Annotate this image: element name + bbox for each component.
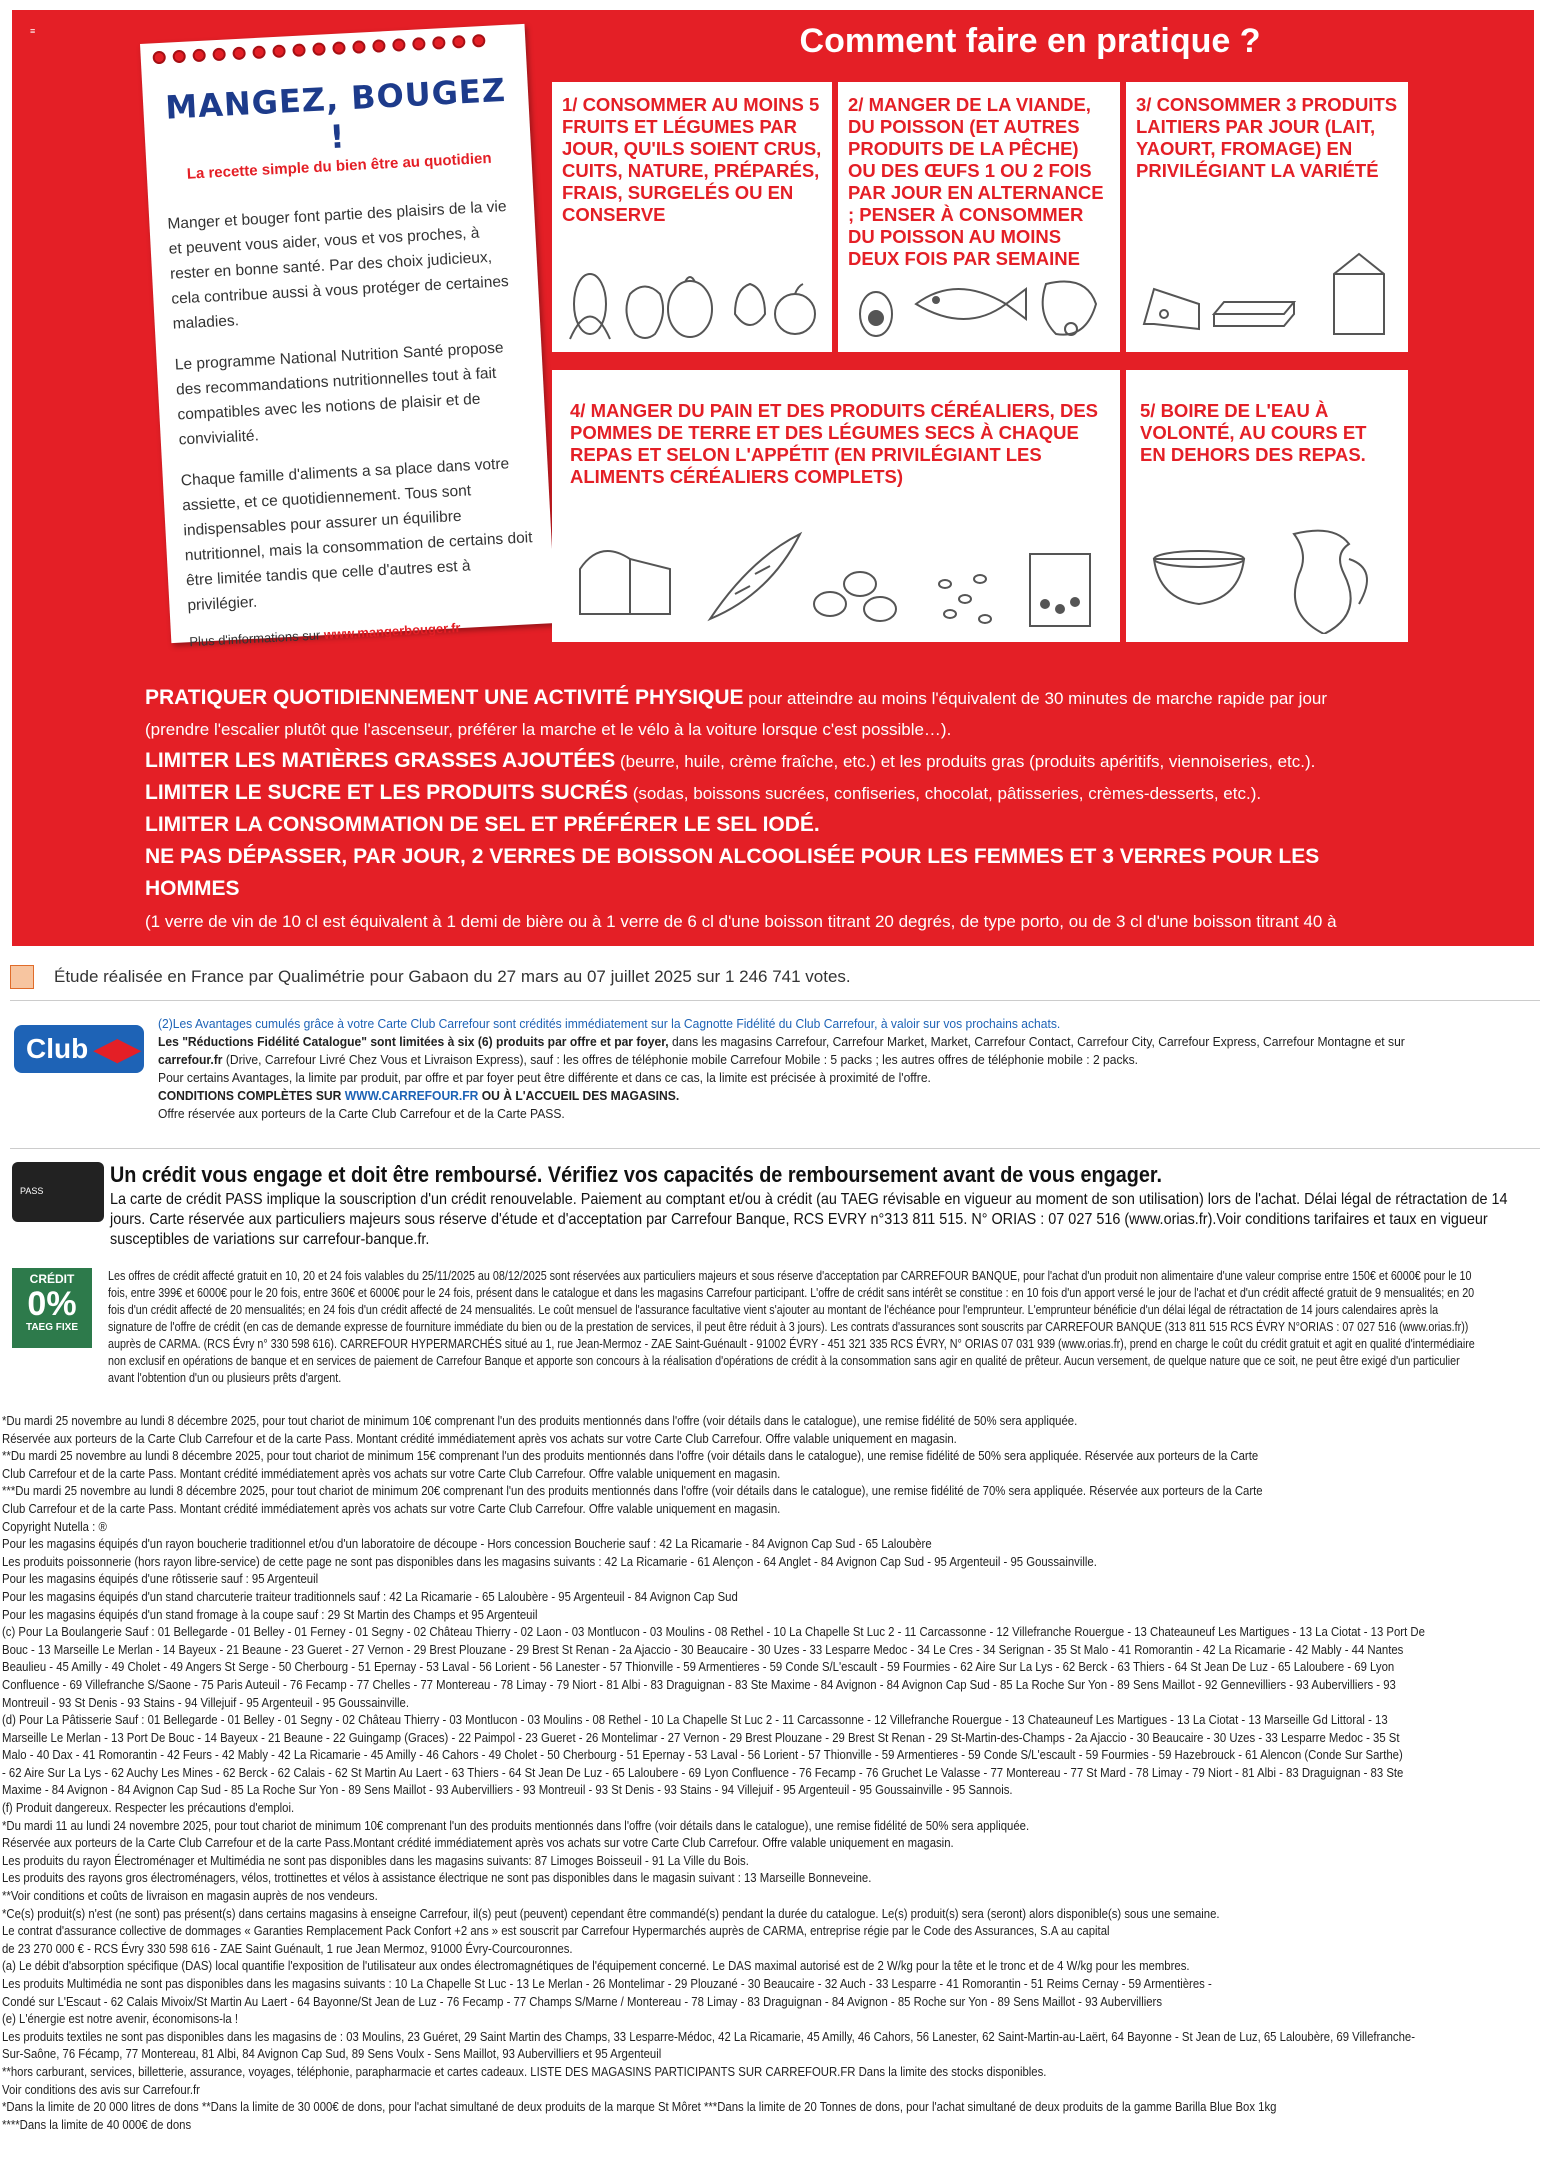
advice-card-text: 4/ MANGER DU PAIN ET DES PRODUITS CÉRÉALIERS, DES POMMES DE TERRE ET DES LÉGUMES SECS À CHAQUE REPAS ET SELON L'APPÉTIT (EN PRIVILÉGIANT LES ALIMENTS CÉRÉALIERS COMPLETS) [570,400,1098,487]
ring-icon [312,42,326,56]
legal-line: Les produits du rayon Électroménager et Multimédia ne sont pas disponibles dans les magasins suivants: 87 Limoges Boisseuil - 91 La Ville du Bois. [2,1852,749,1868]
mangerbouger-link[interactable]: www.mangerbouger.fr [323,620,461,643]
club-line-2 [158,1033,1432,1051]
legal-notes [2,1412,1533,2133]
legal-line: Maxime - 84 Avignon - 84 Avignon Cap Sud - 85 La Roche Sur Yon - 89 Sens Maillot - 93 Aubervilliers - 93 Montreuil - 93 St Denis - 93 Stains - 94 Villejuif - 95 Argenteuil - 95 Goussainville - 95 Sannois. [2,1782,1013,1798]
rule-line [145,682,1355,745]
club-line-3 [158,1051,1432,1069]
ring-icon [372,39,386,53]
pass-card-image [12,1162,104,1222]
rule-bold: LIMITER LE SUCRE ET LES PRODUITS SUCRÉS [145,781,629,804]
legal-line: Marseille Le Merlan - 13 Port De Bouc - 14 Bayeux - 21 Beaune - 22 Guingamp (Graces) - 22 Paimpol - 23 Gueret - 26 Montelimar - 27 Vernon - 29 Brest Plouzane - 29 Brest St Renan - 29 St-Martin-des-Champs - 2a Ajaccio - 30 Beaucaire - 30 Uzes - 33 Lesparre Medoc - 35 St [2,1729,1400,1745]
ring-icon [272,44,286,58]
rule-text: (1 verre de vin de 10 cl est équivalent à 1 demi de bière ou à 1 verre de 6 cl d'une boisson titrant 20 degrés, de type porto, ou de 3 cl d'une boisson titrant 40 à 45 degrés d'alcool, de type whisky ou pastis). [145,912,1337,962]
pass-warning-title: Un crédit vous engage et doit être remboursé. Vérifiez vos capacités de remboursement avant de vous engager. [110,1162,1162,1187]
notepad-subtitle: La recette simple du bien être au quotidien [186,149,492,183]
ring-icon [152,51,166,65]
advice-card-text: 2/ MANGER DE LA VIANDE, DU POISSON (ET AUTRES PRODUITS DE LA PÊCHE) OU DES ŒUFS 1 OU 2 FOIS PAR JOUR EN ALTERNANCE ; PENSER À CONSOMMER DU POISSON AU MOINS DEUX FOIS PAR SEMAINE [848,94,1104,269]
club-line-2-bold: Les "Réductions Fidélité Catalogue" sont limitées à six (6) produits par offre et par foyer, [158,1034,669,1049]
rule-line [145,841,1355,905]
notepad-paragraph-3: Chaque famille d'aliments a sa place dans votre assiette, et ce quotidiennement. Tous sont indispensables pour assurer un équilibre nutritionnel, mais la consommation de certains doit être limitée tandis que celle d'autres est à privilégier. [180,455,533,615]
dairy-products-icon [1134,234,1400,344]
legal-line: Sur-Saône, 76 Fécamp, 77 Montereau, 81 Albi, 84 Avignon Cap Sud, 89 Sens Voulx - Sens Maillot, 93 Aubervilliers et 95 Argenteuil [2,2046,662,2062]
legal-line: Réservée aux porteurs de la Carte Club Carrefour et de la carte Pass.Montant crédité immédiatement après vos achats sur votre Carte Club Carrefour. Offre valable uniquement en magasin. [2,1835,954,1851]
legal-line: Pour les magasins équipés d'un stand charcuterie traiteur traditionnels sauf : 42 La Ricamarie - 65 Laloubère - 95 Argenteuil - 84 Avignon Cap Sud [2,1588,738,1604]
rule-text: (sodas, boissons sucrées, confiseries, chocolat, pâtisseries, crèmes-desserts, etc.). [628,784,1262,803]
rule-text: (beurre, huile, crème fraîche, etc.) et les produits gras (produits apéritifs, viennoiseries, etc.). [615,752,1316,771]
notepad-title: MANGEZ, BOUGEZ ! [164,70,507,157]
credit-zero-logo [12,1268,92,1348]
advice-card-cereals [552,370,1120,642]
club-conditions [158,1015,1432,1123]
advice-card-dairy [1126,82,1408,352]
club-logo-text: Club [26,1033,89,1064]
legal-line: *Ce(s) produit(s) n'est (ne sont) pas présent(s) dans certains magasins à enseigne Carrefour, il(s) peut (peuvent) cependant être commandé(s) pendant la durée du catalogue. Le(s) produit(s) sera (seront) alors disponible(s) sous une semaine. [2,1905,1220,1921]
credit-conditions: Les offres de crédit affecté gratuit en 10, 20 et 24 fois valables du 25/11/2025 au 08/12/2025 sont réservées aux particuliers majeurs et sous réserve d'acceptation par CARREFOUR BANQUE, pour l'achat d'un produit non alimentaire d'une valeur comprise entre 150€ et 6000€ pour le 10 fois, entre 399€ et 6000€ pour le 20 fois, entre 360€ et 6000€ pour le 24 fois, présent dans le catalogue et dans les magasins Carrefour participant. L'offre de crédit sans intérêt se constitue : en 10 fois d'un apport versé le jour de l'achat et d'un crédit affecté gratuit de 9 mensualités; en 20 fois d'un crédit affecté de 20 mensualités; en 24 fois d'un crédit affecté de 24 mensualités. Le coût mensuel de l'assurance facultative vient s'ajouter au montant de l'échéance pour l'emprunteur. L'emprunteur bénéficie d'un délai légal de rétractation de 14 jours calendaires après la signature de l'offre de crédit (en cas de demande expresse de fourniture immédiate du bien ou de la prestation de services, il peut être réduit à 3 jours). Les contrats d'assurances sont souscrits par CARREFOUR BANQUE (313 811 515 RCS ÉVRY N°ORIAS : 07 027 516 (www.orias.fr)) auprès de CARMA. (RCS Évry n° 330 598 616). CARREFOUR HYPERMARCHÉS situé au 1, rue Jean-Mermoz - ZAE Saint-Guénault - 91002 ÉVRY - 451 321 335 RCS ÉVRY, N° ORIAS 07 031 939 (www.orias.fr), prend en charge le coût du crédit gratuit et agit en qualité d'intermédiaire non exclusif en opérations de banque et en services de paiement de Carrefour Banque et apporte son concours à la réalisation d'opérations de crédit à la consommation sans agir en qualité de prêteur. Aucun versement, de quelque nature que ce soit, ne peut être exigé d'un particulier avant l'obtention d'un ou plusieurs prêts d'argent. [108,1269,1475,1385]
club-line-1: (2)Les Avantages cumulés grâce à votre Carte Club Carrefour sont crédités immédiatement sur la Cagnotte Fidélité du Club Carrefour, à valoir sur vos prochains achats. [158,1016,1061,1031]
legal-line: Le contrat d'assurance collective de dommages « Garanties Remplacement Pack Confort +2 ans » est souscrit par Carrefour Hypermarchés auprès de CARMA, entreprise régie par le Code des Assurances, S.A au capital [2,1923,1110,1939]
notepad-card [140,24,556,650]
ring-icon [172,50,186,64]
ring-icon [352,40,366,54]
club-carrefour-section [10,1005,1540,1125]
ring-icon [212,48,226,62]
legal-line: (c) Pour La Boulangerie Sauf : 01 Bellegarde - 01 Belley - 01 Ferney - 01 Segny - 02 Château Thierry - 02 Laon - 03 Montlucon - 03 Moulins - 08 Rethel - 10 La Chapelle St Luc 2 - 11 Carcassonne - 12 Villefranche Rouergue - 13 Chateauneuf Les Martigues - 13 La Ciotat - 13 Port De [2,1624,1425,1640]
rule-text: pour atteindre au moins l'équivalent de 30 minutes de marche rapide par jour (prendre l'escalier plutôt que l'ascenseur, préférer la marche et le vélo à la voiture lorsque c'est possible…). [145,689,1328,739]
rule-bold: NE PAS DÉPASSER, PAR JOUR, 2 VERRES DE BOISSON ALCOOLISÉE POUR LES FEMMES ET 3 VERRES POUR LES HOMMES [145,845,1320,900]
credit-logo-big: 0% [27,1285,77,1323]
pass-conditions: La carte de crédit PASS implique la souscription d'un crédit renouvelable. Paiement au comptant et/ou à crédit (au TAEG révisable en vigueur au moment de son utilisation) lors de l'achat. Délai légal de rétractation de 14 jours. Carte réservée aux particuliers majeurs sous réserve d'étude et d'acceptation par Carrefour Banque, RCS EVRY n°313 811 515. N° ORIAS : 07 027 516 (www.orias.fr).Voir conditions tarifaires et taux en vigueur susceptibles de variations sur carrefour-banque.fr. [110,1191,1508,1248]
club-line-6: Offre réservée aux porteurs de la Carte Club Carrefour et de la Carte PASS. [158,1106,565,1121]
notepad-paragraph-1: Manger et bouger font partie des plaisirs de la vie et peuvent vous aider, vous et vos proches, à rester en bonne santé. Par des choix judicieux, cela contribue aussi à vous protéger de certaines maladies. [167,198,510,333]
legal-line: Confluence - 69 Villefranche S/Saone - 75 Paris Auteuil - 76 Fecamp - 77 Chelles - 77 Montereau - 78 Limay - 79 Niort - 81 Albi - 83 Draguignan - 83 Ste Maxime - 84 Avignon - 84 Avignon Cap Sud - 85 La Roche Sur Yon - 89 Sens Maillot - 92 Gennevilliers - 93 Aubervilliers - 93 [2,1676,1396,1692]
ring-icon [432,36,446,50]
ring-icon [472,34,486,48]
legal-line: (a) Le débit d'absorption spécifique (DAS) local quantifie l'exposition de l'utilisateur aux ondes électromagnétiques de l'équipement concerné. Le DAS maximal autorisé est de 2 W/kg pour la tête et le tronc et de 4 W/kg pour les membres. [2,1958,1190,1974]
ring-icon [412,37,426,51]
legal-line: Copyright Nutella : ® [2,1518,107,1534]
ring-icon [392,38,406,52]
more-info-prefix: Plus d'informations sur [188,627,321,650]
advice-card-water [1126,370,1408,642]
legal-line: Montreuil - 93 St Denis - 93 Stains - 94 Villejuif - 95 Argenteuil - 95 Goussainville. [2,1694,410,1710]
legal-line: Les produits des rayons gros électroménagers, vélos, trottinettes et vélos à assistance électrique ne sont pas disponibles dans le magasin suivant : 13 Marseille Bonneveine. [2,1870,872,1886]
legal-line: *Du mardi 25 novembre au lundi 8 décembre 2025, pour tout chariot de minimum 10€ comprenant l'un des produits mentionnés dans l'offre (voir détails dans le catalogue), une remise fidélité de 50% sera appliquée. [2,1413,1078,1428]
advice-card-text: 5/ BOIRE DE L'EAU À VOLONTÉ, AU COURS ET EN DEHORS DES REPAS. [1140,400,1367,465]
club-carrefour-logo [14,1025,144,1073]
advice-card-text: 3/ CONSOMMER 3 PRODUITS LAITIERS PAR JOUR (LAIT, YAOURT, FROMAGE) EN PRIVILÉGIANT LA VARIÉTÉ [1136,94,1398,181]
pass-credit-section [10,1162,1540,1257]
legal-line: Les produits Multimédia ne sont pas disponibles dans les magasins suivants : 10 La Chapelle St Luc - 13 Le Merlan - 26 Montelimar - 29 Plouzané - 30 Beaucaire - 32 Auch - 33 Lesparre - 41 Romorantin - 51 Reims Cernay - 59 Armentières - [2,1976,1212,1991]
legal-line: Club Carrefour et de la carte Pass. Montant crédité immédiatement après vos achats sur votre Carte Club Carrefour. Offre valable uniquement en magasin. [2,1500,781,1516]
legal-line: *Dans la limite de 20 000 litres de dons **Dans la limite de 30 000€ de dons, pour l'achat simultané de deux produits de la marque St Môret ***Dans la limite de 20 Tonnes de dons, pour l'achat simultané de deux produits de la gamme Barilla Blue Box 1kg [2,2099,1277,2115]
pass-card-label: PASS [20,1186,44,1196]
study-badge-icon [10,965,34,989]
legal-line: **Du mardi 25 novembre au lundi 8 décembre 2025, pour tout chariot de minimum 15€ comprenant l'un des produits mentionnés dans l'offre (voir détails dans le catalogue), une remise fidélité de 50% sera appliquée. Réservée aux porteurs de la Carte [2,1448,1259,1464]
legal-line: ***Du mardi 25 novembre au lundi 8 décembre 2025, pour tout chariot de minimum 20€ comprenant l'un des produits mentionnés dans l'offre (voir détails dans le catalogue), une remise fidélité de 70% sera appliquée. Réservée aux porteurs de la Carte [2,1483,1263,1499]
credit-zero-section [10,1268,1540,1393]
legal-line: Pour les magasins équipés d'un stand fromage à la coupe sauf : 29 St Martin des Champs et 95 Argenteuil [2,1606,538,1622]
water-pitcher-icon [1134,514,1400,634]
meat-fish-eggs-icon [846,254,1112,344]
legal-line: **hors carburant, services, billetterie, assurance, voyages, téléphonie, parapharmacie et cartes cadeaux. LISTE DES MAGASINS PARTICIPANTS SUR CARREFOUR.FR Dans la limite des stocks disponibles. [2,2063,1047,2079]
legal-line: Malo - 40 Dax - 41 Romorantin - 42 Feurs - 42 Mably - 42 La Ricamarie - 45 Amilly - 46 Cahors - 49 Cholet - 50 Cherbourg - 51 Epernay - 53 Laval - 56 Lorient - 57 Thionville - 59 Armentieres - 59 Conde S/L'escault - 59 Fourmies - 59 Hazebrouck - 61 Alencon (Conde Sur Sarthe) [2,1747,1403,1763]
carrefour-link[interactable]: WWW.CARREFOUR.FR [344,1088,479,1103]
legal-line: Club Carrefour et de la carte Pass. Montant crédité immédiatement après vos achats sur votre Carte Club Carrefour. Offre valable uniquement en magasin. [2,1465,781,1481]
rule-line [145,809,1355,841]
club-line-5c: OU À L'ACCUEIL DES MAGASINS. [478,1088,680,1103]
legal-line: ****Dans la limite de 40 000€ de dons [2,2116,192,2132]
rule-line [145,777,1355,809]
credit-logo-top: CRÉDIT [29,1272,75,1286]
advice-card-text: 1/ CONSOMMER AU MOINS 5 FRUITS ET LÉGUMES PAR JOUR, QU'ILS SOIENT CRUS, CUITS, NATURE, PRÉPARÉS, FRAIS, SURGELÉS OU EN CONSERVE [562,94,822,225]
study-text: Étude réalisée en France par Qualimétrie pour Gabaon du 27 mars au 07 juillet 2025 sur 1 246 741 votes. [54,967,851,986]
advice-card-meat-fish [838,82,1120,352]
ring-icon [252,45,266,59]
legal-line: Voir conditions des avis sur Carrefour.fr [2,2081,200,2097]
legal-line: Bouc - 13 Marseille Le Merlan - 14 Bayeux - 21 Beaune - 23 Gueret - 27 Vernon - 29 Brest Plouzane - 29 Brest St Renan - 2a Ajaccio - 30 Beaucaire - 30 Uzes - 33 Lesparre Medoc - 34 Le Cres - 34 Serignan - 35 St Malo - 41 Romorantin - 42 La Ricamarie - 42 Mably - 44 Nantes [2,1641,1404,1657]
legal-line: de 23 270 000 € - RCS Évry 330 598 616 - ZAE Saint Guénault, 1 rue Jean Mermoz, 91000 Évry-Courcouronnes. [2,1940,573,1956]
legal-line: Pour les magasins équipés d'un rayon boucherie traditionnel et/ou d'un laboratoire de découpe - Hors concession Boucherie sauf : 42 La Ricamarie - 84 Avignon Cap Sud - 65 Laloubère [2,1536,932,1552]
ring-icon [232,46,246,60]
legal-line: Beaulieu - 45 Amilly - 49 Cholet - 49 Angers St Serge - 50 Cherbourg - 51 Epernay - 53 Laval - 56 Lorient - 56 Lanester - 57 Thionville - 59 Armentieres - 59 Conde S/L'escault - 59 Fourmies - 62 Aire Sur La Lys - 62 Berck - 63 Thiers - 64 St Jean De Luz - 65 Laloubere - 69 Lyon [2,1659,1395,1675]
legal-line: Les produits poissonnerie (hors rayon libre-service) de cette page ne sont pas disponibles dans les magasins suivants : 42 La Ricamarie - 61 Alençon - 64 Anglet - 84 Avignon Cap Sud - 95 Argenteuil - 95 Goussainville. [2,1553,1097,1569]
legal-line: Pour les magasins équipés d'une rôtisserie sauf : 95 Argenteuil [2,1571,319,1587]
legal-line: - 62 Aire Sur La Lys - 62 Auchy Les Mines - 62 Berck - 62 Calais - 62 St Martin Au Laert - 63 Thiers - 64 St Jean De Luz - 65 Laloubere - 69 Lyon Confluence - 76 Fecamp - 76 Gruchet Le Valasse - 77 Montereau - 77 St Mard - 78 Limay - 79 Niort - 81 Albi - 83 Draguignan - 83 Ste [2,1764,1404,1780]
credit-logo-bottom: TAEG FIXE [25,1322,79,1333]
ring-icon [332,41,346,55]
club-line-5a: CONDITIONS COMPLÈTES SUR [158,1088,345,1103]
legal-line: (f) Produit dangereux. Respecter les précautions d'emploi. [2,1800,295,1816]
rule-bold: LIMITER LES MATIÈRES GRASSES AJOUTÉES [145,749,616,772]
club-line-5 [158,1087,1432,1105]
ring-icon [192,49,206,63]
legal-line: *Du mardi 11 au lundi 24 novembre 2025, pour tout chariot de minimum 10€ comprenant l'un des produits mentionnés dans l'offre (voir détails dans le catalogue), une remise fidélité de 50% sera appliquée. [2,1817,1030,1833]
ring-icon [452,35,466,49]
club-line-3-bold: carrefour.fr [158,1052,223,1067]
advice-card-fruits [552,82,832,352]
legal-line: (d) Pour La Pâtisserie Sauf : 01 Bellegarde - 01 Belley - 01 Segny - 02 Château Thierry - 03 Montlucon - 03 Moulins - 08 Rethel - 10 La Chapelle St Luc 2 - 11 Carcassonne - 12 Villefranche Rouergue - 13 Chateauneuf Les Martigues - 13 La Ciotat - 13 Marseille Gd Littoral - 13 [2,1712,1388,1728]
howto-title: Comment faire en pratique ? [799,22,1261,60]
club-line-4: Pour certains Avantages, la limite par produit, par offre et par foyer peut être différente et dans ce cas, la limite est précisée à proximité de l'offre. [158,1070,931,1085]
legal-line: Les produits textiles ne sont pas disponibles dans les magasins de : 03 Moulins, 23 Guéret, 29 Saint Martin des Champs, 33 Lesparre-Médoc, 42 La Ricamarie, 45 Amilly, 46 Cahors, 56 Lanester, 62 Saint-Martin-au-Laërt, 64 Bayonne - St Jean de Luz, 65 Laloubère, 69 Villefranche- [2,2028,1415,2044]
legal-line: (e) L'énergie est notre avenir, économisons-la ! [2,2011,239,2027]
lifestyle-rules [145,682,1355,968]
divider [10,1000,1540,1001]
divider [10,1148,1540,1149]
ring-icon [292,43,306,57]
carrefour-logo-icon: ◀▶ [94,1032,141,1066]
legal-line: Réservée aux porteurs de la Carte Club Carrefour et de la carte Pass. Montant crédité immédiatement après vos achats sur votre Carte Club Carrefour. Offre valable uniquement en magasin. [2,1430,957,1446]
rule-bold: PRATIQUER QUOTIDIENNEMENT UNE ACTIVITÉ PHYSIQUE [145,686,744,709]
legal-line: Condé sur L'Escaut - 62 Calais Mivoix/St Martin Au Laert - 64 Bayonne/St Jean de Luz - 76 Fecamp - 77 Champs S/Marne / Montereau - 78 Limay - 83 Draguignan - 84 Avignon - 85 Roche sur Yon - 89 Sens Maillot - 93 Aubervilliers [2,1993,1163,2009]
study-banner [10,962,1540,992]
rule-line [145,745,1355,777]
rule-line [145,905,1355,968]
corner-mark: ≡ [30,26,36,36]
rule-bold: LIMITER LA CONSOMMATION DE SEL ET PRÉFÉRER LE SEL IODÉ. [145,813,820,836]
notepad-paragraph-2: Le programme National Nutrition Santé propose des recommandations nutritionnelles tout à fait compatibles avec les notions de plaisir et de convivialité. [174,339,504,449]
club-line-3-text: (Drive, Carrefour Livré Chez Vous et Livraison Express), sauf : les offres de téléphonie mobile Carrefour Mobile : 5 packs ; les autres offres de téléphonie mobile : 2 packs. [222,1052,1139,1067]
legal-line: **Voir conditions et coûts de livraison en magasin auprès de nos vendeurs. [2,1888,378,1904]
bread-cereals-icon [560,524,1112,634]
fruits-vegetables-icon [560,254,824,344]
club-line-2-text: dans les magasins Carrefour, Carrefour Market, Market, Carrefour Contact, Carrefour City, Carrefour Express, Carrefour Montagne et sur [668,1034,1405,1049]
